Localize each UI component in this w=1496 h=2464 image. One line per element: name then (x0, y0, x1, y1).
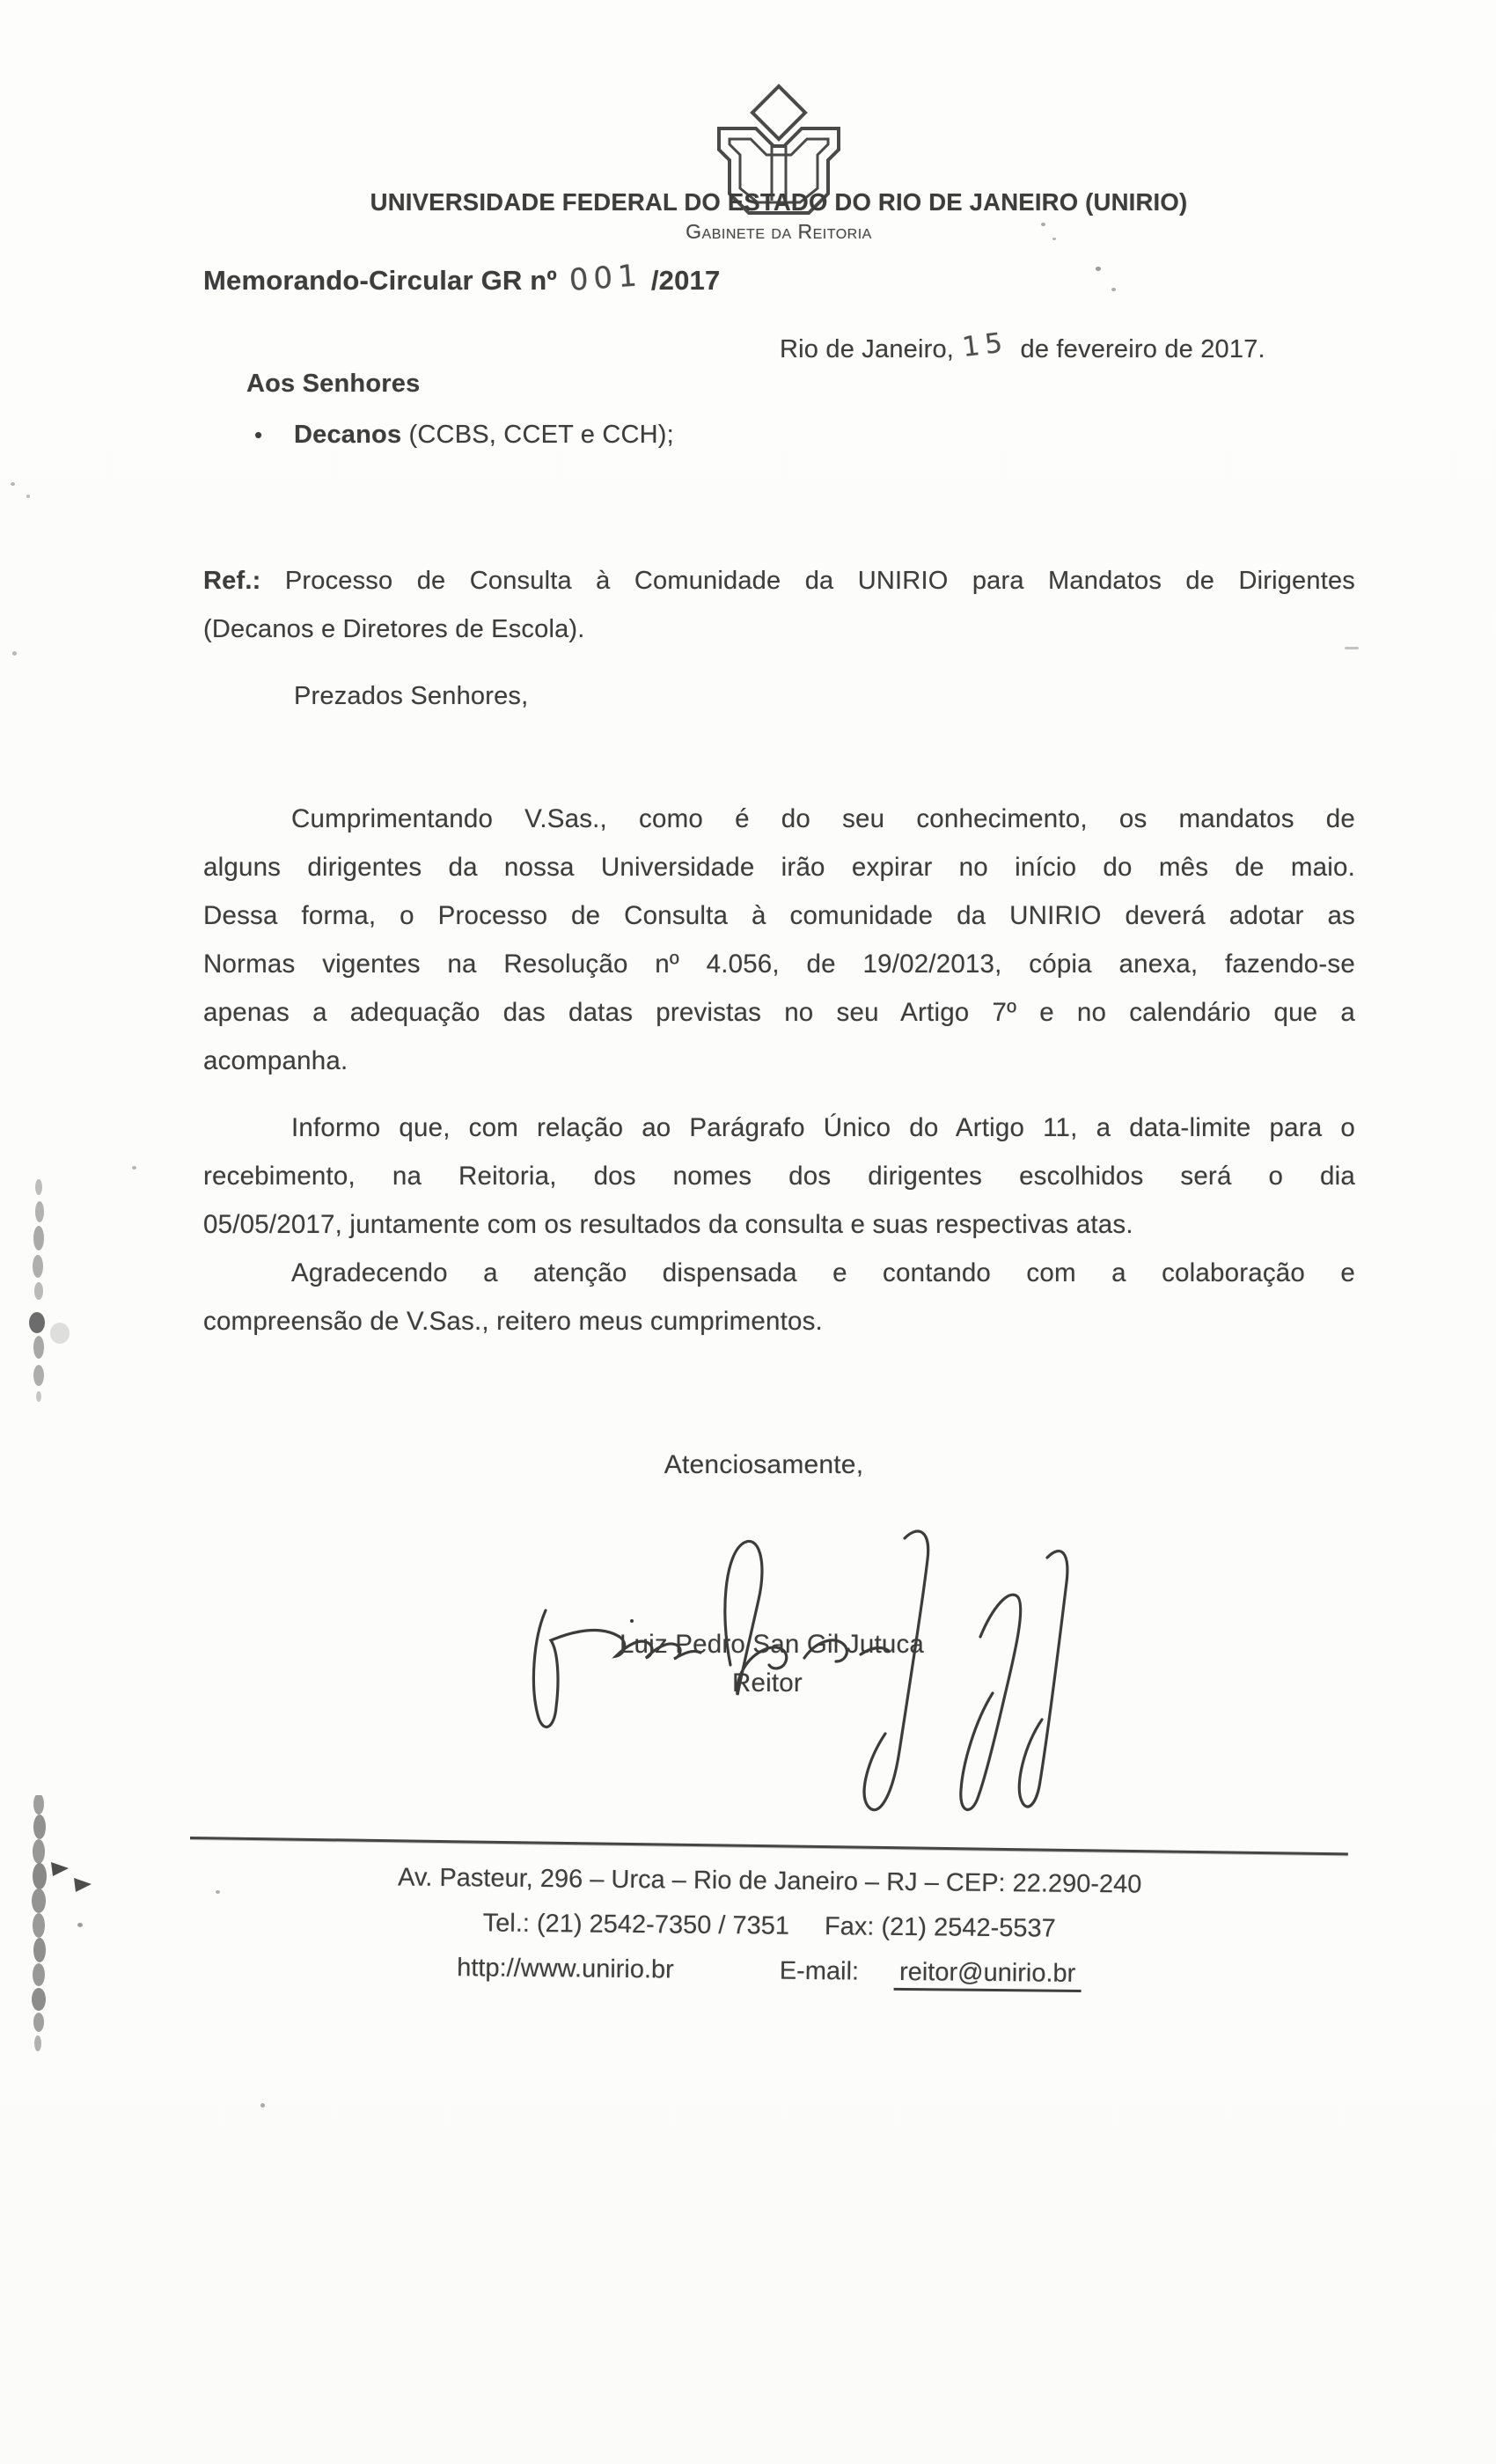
memo-label: Memorando-Circular GR nº (203, 265, 557, 296)
footer-email: reitor@unirio.br (894, 1958, 1082, 1992)
scan-speck (77, 1923, 83, 1927)
memo-number-handwritten: 001 (568, 258, 644, 298)
body-line: apenas a adequação das datas previstas no seu Artigo 7º e no calendário que a (203, 998, 1355, 1027)
scan-speck (11, 482, 15, 486)
footer-email-label: E-mail: (779, 1956, 860, 1986)
scan-speck (1052, 238, 1056, 240)
scan-speck (1111, 288, 1116, 291)
footer-phone: Tel.: (21) 2542-7350 / 7351 (482, 1909, 790, 1940)
body-line: Dessa forma, o Processo de Consulta à comunidade da UNIRIO deverá adotar as (203, 901, 1355, 930)
footer-fax: Fax: (21) 2542-5537 (824, 1912, 1056, 1943)
recipients-heading: Aos Senhores (246, 370, 421, 398)
body-line: Informo que, com relação ao Parágrafo Único do Artigo 11, a data-limite para o (291, 1113, 1355, 1142)
footer-block (0, 1852, 1496, 2000)
body-line: recebimento, na Reitoria, dos nomes dos dirigentes escolhidos será o dia (203, 1162, 1355, 1191)
scan-speck (12, 651, 17, 656)
date-line (780, 326, 1265, 364)
footer-divider (190, 1837, 1348, 1855)
body-line: alguns dirigentes da nossa Universidade irão expirar no início do mês de maio. (203, 853, 1355, 882)
footer-address: Av. Pasteur, 296 – Urca – Rio de Janeiro – RJ – CEP: 22.290-240 (397, 1863, 1142, 1899)
paragraph-3 (203, 1249, 1355, 1346)
memo-year: /2017 (650, 265, 721, 296)
valediction: Atenciosamente, (664, 1450, 864, 1479)
letter-body (203, 795, 1355, 1346)
reference-line: (Decanos e Diretores de Escola). (203, 615, 585, 643)
scan-speck (260, 2103, 265, 2108)
reference-block (203, 557, 1355, 654)
body-line: acompanha. (203, 1046, 348, 1075)
body-line: compreensão de V.Sas., reitero meus cumprimentos. (203, 1307, 823, 1336)
date-suffix: de fevereiro de 2017. (1020, 335, 1265, 363)
bullet-icon: • (254, 422, 263, 448)
paragraph-2 (203, 1104, 1355, 1249)
body-line: 05/05/2017, juntamente com os resultados da consulta e suas respectivas atas. (203, 1210, 1133, 1239)
memo-number-line (203, 258, 721, 298)
date-prefix: Rio de Janeiro, (780, 335, 955, 363)
signer-title: Reitor (732, 1668, 803, 1698)
office-name: Gabinete da Reitoria (686, 220, 872, 243)
body-line: Normas vigentes na Resolução nº 4.056, de 19/02/2013, cópia anexa, fazendo-se (203, 950, 1355, 979)
scan-streak-artifact (18, 1795, 97, 2059)
recipient-rest: (CCBS, CCET e CCH); (401, 421, 674, 449)
scan-speck (1041, 223, 1045, 226)
signer-name: Luiz Pedro San Gil Jutuca (619, 1630, 925, 1659)
footer-website: http://www.unirio.br (457, 1954, 674, 1984)
reference-line (203, 557, 1355, 605)
scan-speck (26, 495, 30, 498)
reference-label: Ref.: (203, 567, 261, 595)
recipient-bold: Decanos (294, 421, 402, 449)
paragraph-1 (203, 795, 1355, 1085)
scan-speck (1345, 647, 1359, 649)
scan-streak-artifact (21, 1175, 83, 1404)
body-line: Agradecendo a atenção dispensada e contando com a colaboração e (291, 1258, 1355, 1287)
reference-line1-text: Processo de Consulta à Comunidade da UNIRIO para Mandatos de Dirigentes (260, 567, 1355, 595)
salutation: Prezados Senhores, (294, 682, 529, 710)
scan-speck (132, 1166, 136, 1170)
university-name: UNIVERSIDADE FEDERAL DO ESTADO DO RIO DE JANEIRO (UNIRIO) (370, 188, 1188, 216)
date-day-handwritten: 15 (960, 326, 1010, 364)
recipient-item (254, 421, 674, 450)
scan-speck (216, 1890, 220, 1894)
body-line: Cumprimentando V.Sas., como é do seu conhecimento, os mandatos de (291, 804, 1355, 833)
scan-speck (1096, 267, 1101, 271)
